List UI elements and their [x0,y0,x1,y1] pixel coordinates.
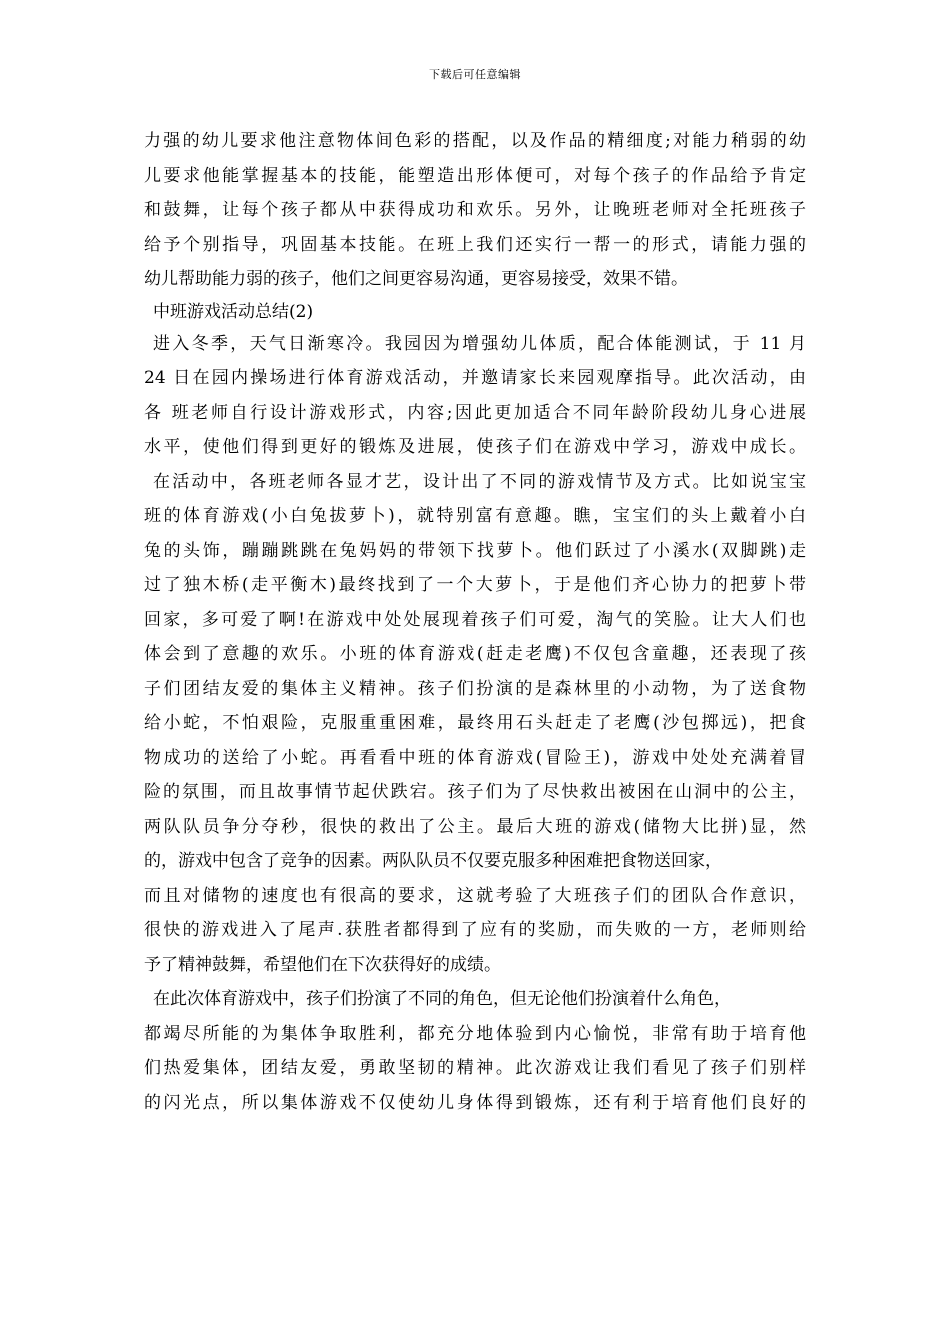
text-line: 的，游戏中包含了竞争的因素。两队队员不仅要克服多种困难把食物送回家， [144,851,722,871]
document-body [144,124,806,1120]
text-line: 的闪光点，所以集体游戏不仅使幼儿身体得到锻炼，还有利于培育他们良好的 [144,1092,806,1113]
text-line: 两队队员争分夺秒，很快的救出了公主。最后大班的游戏(储物大比拼)显，然 [144,816,806,837]
text-line: 幼儿帮助能力弱的孩子，他们之间更容易沟通，更容易接受，效果不错。 [144,269,688,289]
text-line: 在此次体育游戏中，孩子们扮演了不同的角色，但无论他们扮演着什么角色， [153,989,731,1009]
text-line: 和鼓舞，让每个孩子都从中获得成功和欢乐。另外，让晚班老师对全托班孩子 [144,200,806,220]
text-line: 子们团结友爱的集体主义精神。孩子们扮演的是森林里的小动物，为了送食物 [144,678,806,699]
text-line: 力强的幼儿要求他注意物体间色彩的搭配，以及作品的精细度;对能力稍弱的幼 [144,131,806,151]
page-header: 下载后可任意编辑 [429,68,521,81]
text-line: 在活动中，各班老师各显才艺，设计出了不同的游戏情节及方式。比如说宝宝 [153,471,806,492]
text-line: 给小蛇，不怕艰险，克服重重困难，最终用石头赶走了老鹰(沙包掷远)，把食 [144,713,806,733]
text-line: 回家，多可爱了啊!在游戏中处处展现着孩子们可爱，淘气的笑脸。让大人们也 [144,609,806,630]
text-line: 很快的游戏进入了尾声.获胜者都得到了应有的奖励，而失败的一方，老师则给 [144,920,806,940]
text-line: 水平，使他们得到更好的锻炼及进展，使孩子们在游戏中学习，游戏中成长。 [144,437,806,457]
text-line: 班的体育游戏(小白兔拔萝卜)，就特别富有意趣。瞧，宝宝们的头上戴着小白 [144,506,806,526]
text-line: 兔的头饰，蹦蹦跳跳在兔妈妈的带领下找萝卜。他们跃过了小溪水(双脚跳)走 [144,540,806,561]
text-line: 险的氛围，而且故事情节起伏跌宕。孩子们为了尽快救出被困在山洞中的公主， [144,782,806,802]
text-line: 们热爱集体，团结友爱，勇敢坚韧的精神。此次游戏让我们看见了孩子们别样 [144,1058,806,1078]
text-line: 都竭尽所能的为集体争取胜利，都充分地体验到内心愉悦，非常有助于培育他 [144,1023,806,1044]
text-line: 进入冬季，天气日渐寒冷。我园因为增强幼儿体质，配合体能测试，于 11 月 [153,333,806,354]
text-line: 体会到了意趣的欢乐。小班的体育游戏(赶走老鹰)不仅包含童趣，还表现了孩 [144,644,806,664]
text-line: 而且对储物的速度也有很高的要求，这就考验了大班孩子们的团队合作意识， [144,885,806,906]
text-line: 物成功的送给了小蛇。再看看中班的体育游戏(冒险王)，游戏中处处充满着冒 [144,747,806,768]
text-line: 过了独木桥(走平衡木)最终找到了一个大萝卜，于是他们齐心协力的把萝卜带 [144,575,806,595]
text-line: 各 班老师自行设计游戏形式，内容;因此更加适合不同年龄阶段幼儿身心进展 [144,402,806,423]
text-line: 24 日在园内操场进行体育游戏活动，并邀请家长来园观摩指导。此次活动，由 [144,368,806,388]
section-heading: 中班游戏活动总结(2) [153,301,314,322]
text-line: 儿要求他能掌握基本的技能，能塑造出形体便可，对每个孩子的作品给予肯定 [144,165,806,186]
text-line: 予了精神鼓舞，希望他们在下次获得好的成绩。 [144,954,501,975]
text-line: 给予个别指导，巩固基本技能。在班上我们还实行一帮一的形式，请能力强的 [144,234,806,255]
